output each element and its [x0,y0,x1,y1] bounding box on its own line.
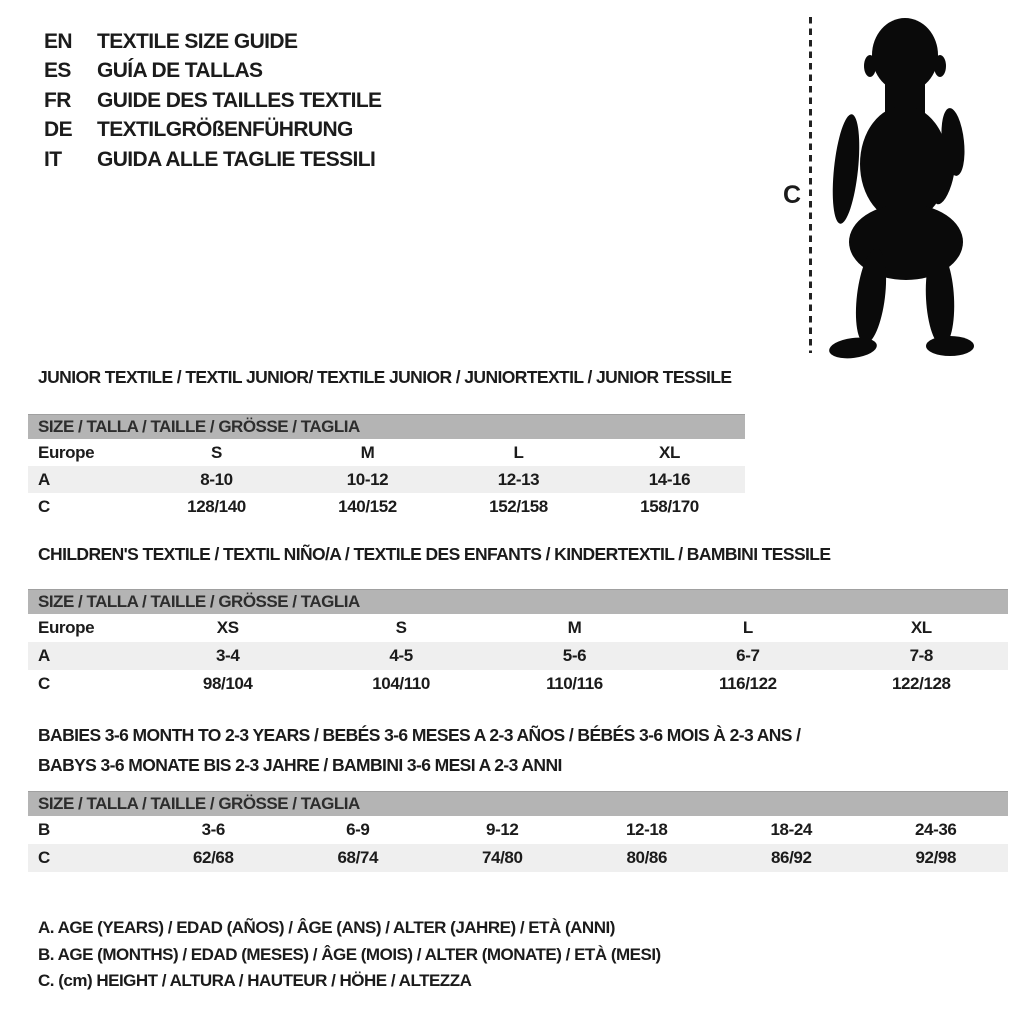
table-cell: 158/170 [640,496,699,516]
table-row [28,642,1008,670]
table-cell: S [211,442,222,462]
table-cell: 6-9 [346,820,370,839]
table-band-row [28,415,745,440]
toddler-silhouette-icon [823,14,978,362]
table-cell: 62/68 [192,848,234,867]
table-cell: L [742,618,753,637]
table-band-row [28,590,1008,615]
children-section-heading: CHILDREN'S TEXTILE / TEXTIL NIÑO/A / TEXTILE DES ENFANTS / KINDERTEXTIL / BAMBINI TESSILE [38,544,831,564]
table-cell: 10-12 [346,469,389,489]
language-row-de [44,116,381,146]
table-row [28,439,745,466]
table-row [28,670,1008,698]
table-band-row [28,792,1008,817]
language-title: TEXTILE SIZE GUIDE [97,29,298,53]
row-label: C [38,496,50,516]
size-band-header: SIZE / TALLA / TAILLE / GRÖSSE / TAGLIA [28,792,1008,817]
row-label: A [38,646,50,665]
table-cell: XL [659,442,680,462]
table-cell: 7-8 [909,646,933,665]
legend-line-b: B. AGE (MONTHS) / EDAD (MESES) / ÂGE (MOIS) / ALTER (MONATE) / ETÀ (MESI) [38,944,661,964]
table-cell: M [360,442,375,462]
table-cell: 3-4 [216,646,240,665]
babies-section-heading [38,720,800,780]
size-band-header: SIZE / TALLA / TAILLE / GRÖSSE / TAGLIA [28,590,1008,615]
babies-heading-line-2: BABYS 3-6 MONATE BIS 2-3 JAHRE / BAMBINI 3-6 MESI A 2-3 ANNI [38,755,562,775]
table-cell: 86/92 [770,848,812,867]
babies-size-table [28,791,1008,872]
table-cell: L [513,442,524,462]
language-row-fr [44,86,381,116]
table-cell: 14-16 [648,469,691,489]
language-code: EN [44,29,72,53]
language-code: DE [44,118,72,142]
children-table-body [28,614,1008,698]
language-code: IT [44,147,62,171]
table-cell: 152/158 [489,496,548,516]
language-title: GUIDE DES TAILLES TEXTILE [97,88,382,112]
language-row-it [44,145,381,175]
table-cell: 9-12 [486,820,519,839]
table-cell: 12-18 [626,820,668,839]
row-label: Europe [38,618,95,637]
legend-line-a: A. AGE (YEARS) / EDAD (AÑOS) / ÂGE (ANS) / ALTER (JAHRE) / ETÀ (ANNI) [38,918,615,937]
height-measure-dashed-line [809,17,812,353]
table-cell: 110/116 [546,674,603,693]
row-label: C [38,674,50,693]
language-code: FR [44,88,71,112]
table-row [28,816,1008,844]
table-cell: 12-13 [497,469,540,489]
language-title-list [44,27,381,175]
table-cell: 8-10 [200,469,233,489]
height-measure-label: C [782,181,802,209]
table-cell: 128/140 [187,496,246,516]
table-cell: 104/110 [372,674,430,693]
table-cell: 4-5 [389,646,413,665]
table-cell: XS [216,618,239,637]
language-row-en [44,27,381,57]
table-cell: S [395,618,407,637]
row-label: B [38,820,50,839]
table-cell: 80/86 [626,848,668,867]
table-cell: 6-7 [736,646,760,665]
table-cell: XL [910,618,932,637]
children-size-table [28,589,1008,698]
table-cell: 68/74 [337,848,379,867]
language-row-es [44,57,381,87]
babies-table-body [28,816,1008,872]
table-cell: M [567,618,582,637]
table-row [28,614,1008,642]
row-label: C [38,848,50,867]
measurement-legend [38,915,661,995]
table-cell: 3-6 [201,820,225,839]
row-label: A [38,469,50,489]
language-title: TEXTILGRÖßENFÜHRUNG [97,118,353,142]
table-cell: 24-36 [915,820,957,839]
table-row [28,493,745,520]
table-cell: 92/98 [915,848,957,867]
table-cell: 140/152 [338,496,397,516]
table-cell: 122/128 [891,674,951,693]
table-row [28,844,1008,872]
babies-heading-line-1: BABIES 3-6 MONTH TO 2-3 YEARS / BEBÉS 3-6 MESES A 2-3 AÑOS / BÉBÉS 3-6 MOIS À 2-3 ANS / [38,725,801,745]
table-cell: 74/80 [481,848,523,867]
junior-size-table [28,414,745,520]
size-band-header: SIZE / TALLA / TAILLE / GRÖSSE / TAGLIA [28,415,745,440]
table-cell: 18-24 [770,820,812,839]
legend-line-c: C. (cm) HEIGHT / ALTURA / HAUTEUR / HÖHE / ALTEZZA [38,971,472,990]
table-cell: 116/122 [719,674,777,693]
row-label: Europe [38,442,95,462]
language-code: ES [44,59,71,83]
junior-table-body [28,439,745,520]
junior-section-heading: JUNIOR TEXTILE / TEXTIL JUNIOR/ TEXTILE JUNIOR / JUNIORTEXTIL / JUNIOR TESSILE [38,367,732,387]
language-title: GUÍA DE TALLAS [97,59,263,83]
table-row [28,466,745,493]
language-title: GUIDA ALLE TAGLIE TESSILI [97,147,376,171]
table-cell: 5-6 [562,646,587,665]
table-cell: 98/104 [202,674,253,693]
